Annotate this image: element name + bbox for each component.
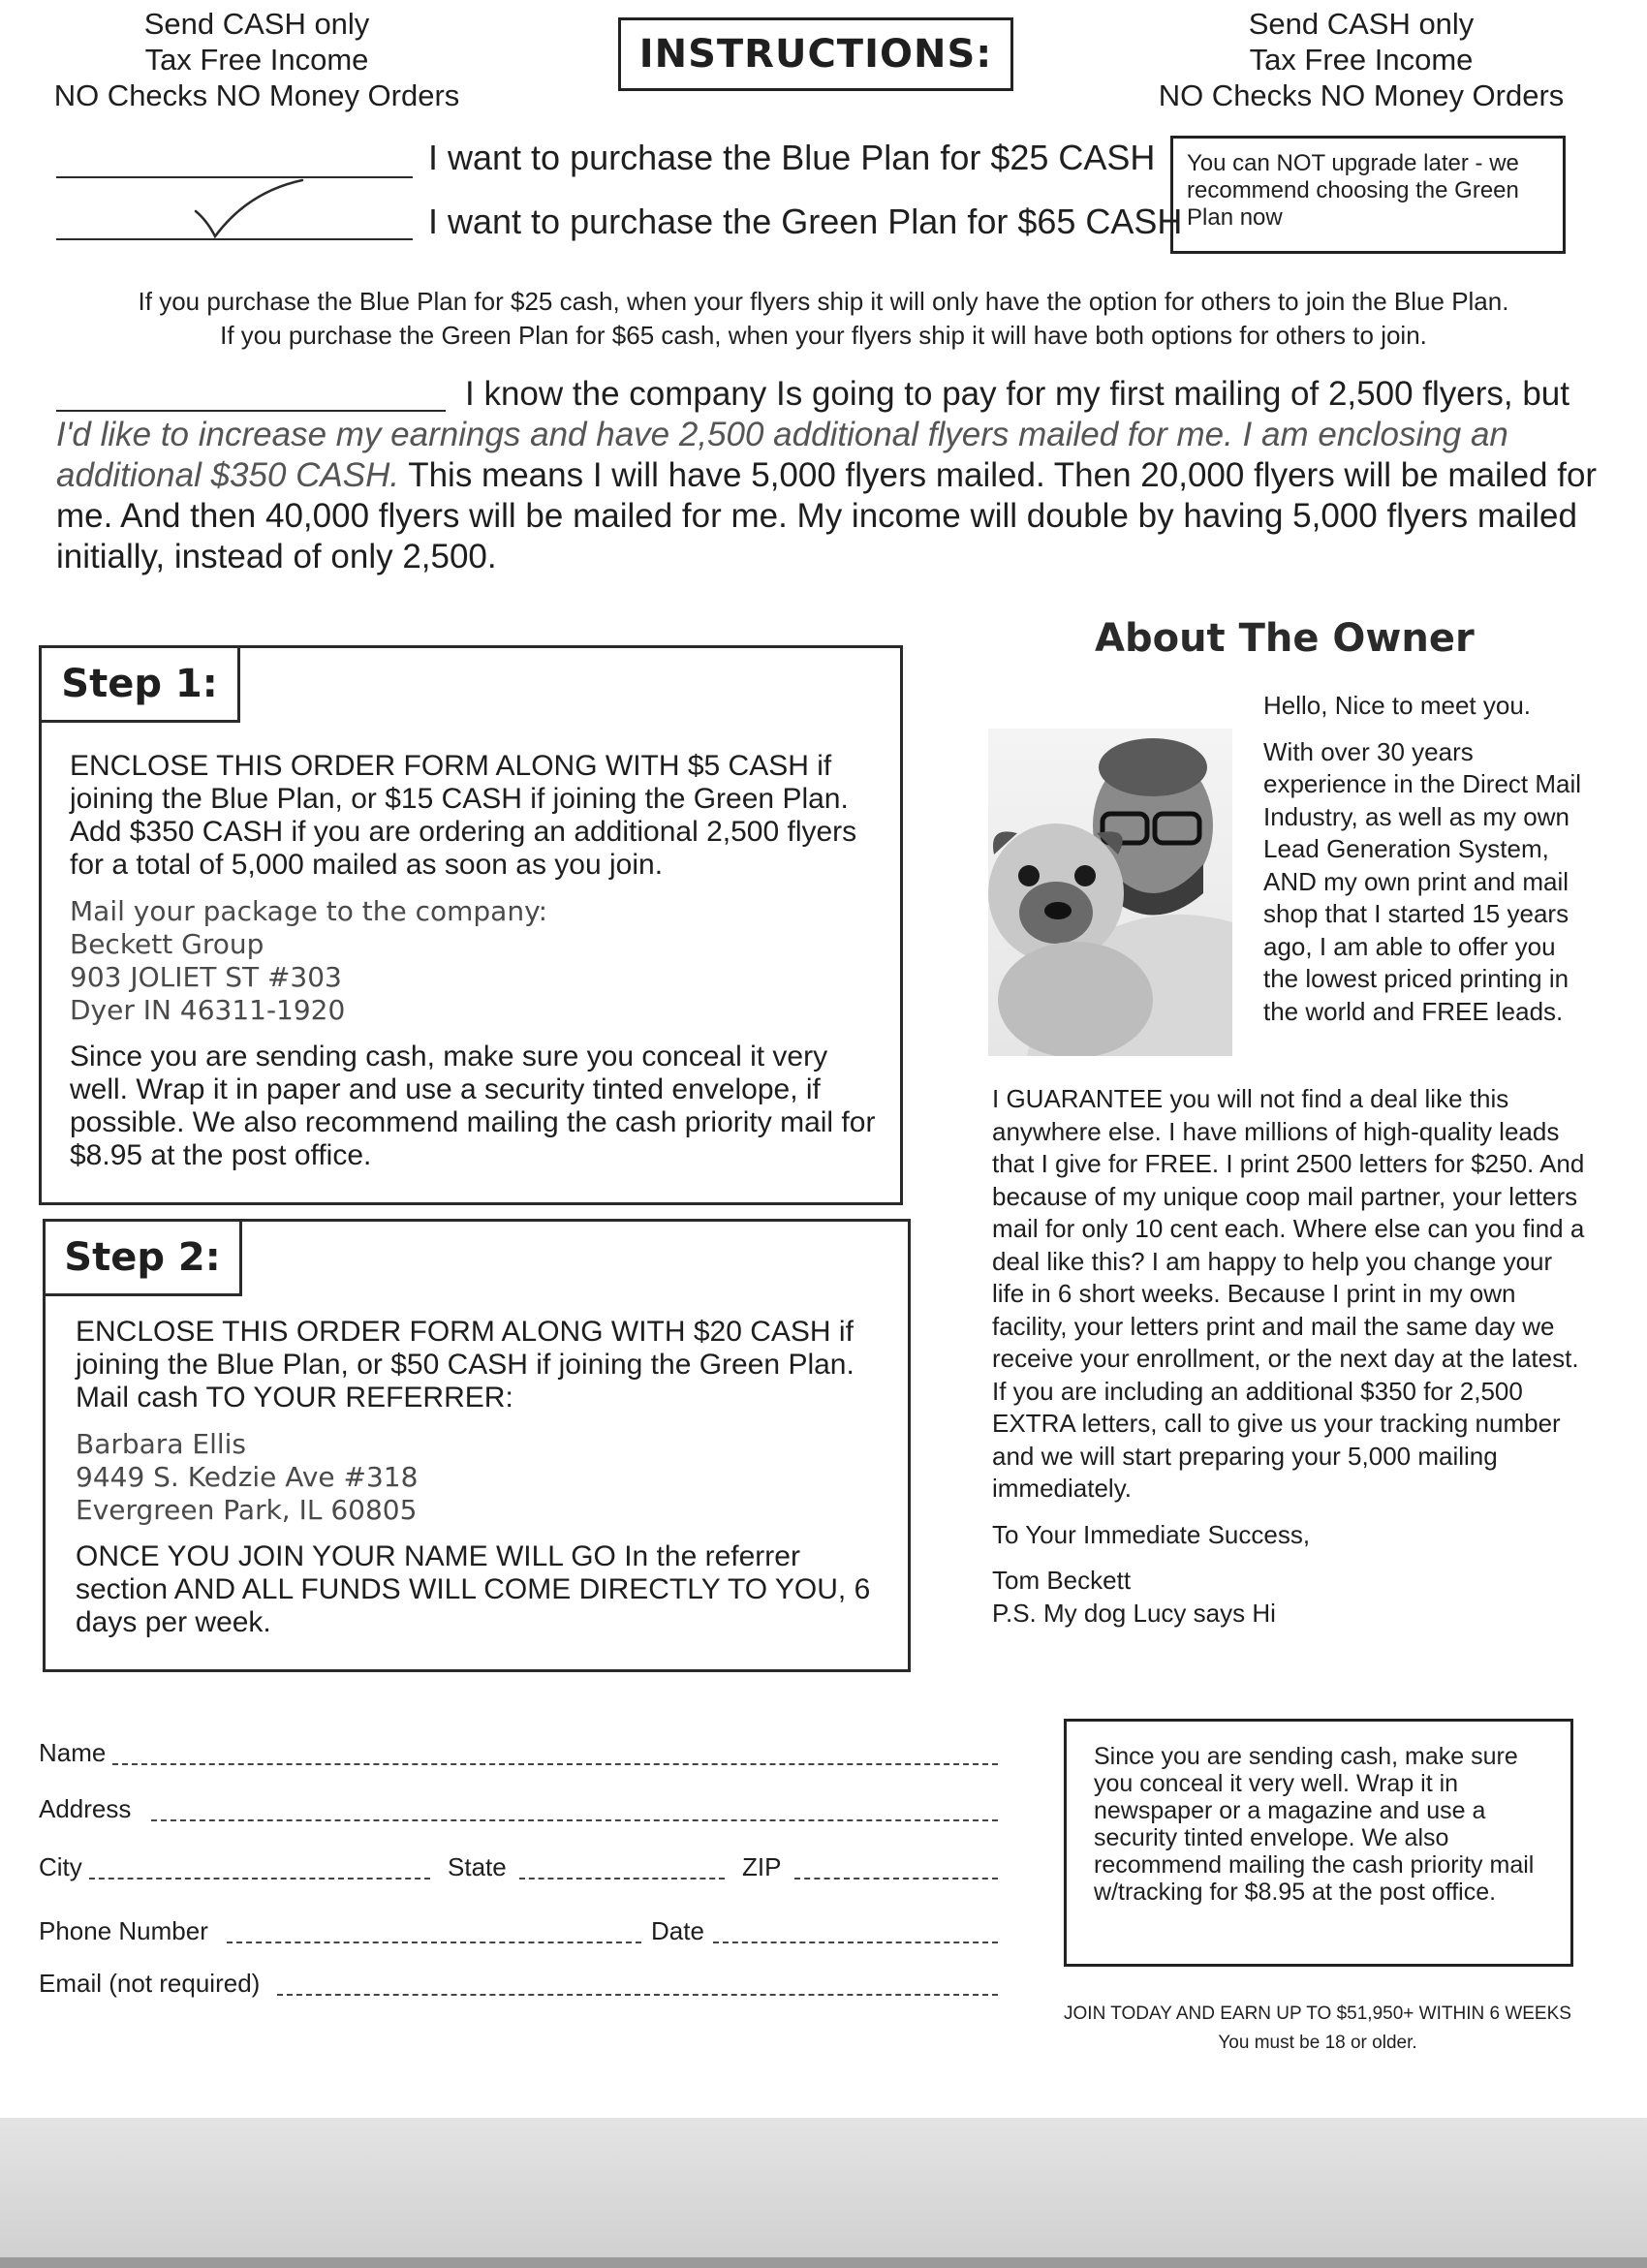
email-field[interactable] [277,1994,998,1996]
step1-content [70,750,884,1186]
name-field[interactable] [112,1763,998,1765]
owner-greeting: Hello, Nice to meet you. [1263,691,1532,720]
name-label: Name [39,1738,107,1767]
header-left-line: Tax Free Income [144,43,369,77]
address-line: Barbara Ellis [76,1428,246,1460]
header-right [1143,6,1579,113]
additional-flyers-paragraph [56,374,1606,577]
additional-text: I know the company Is going to pay for my first mailing of 2,500 flyers, but [465,375,1569,413]
scan-edge [0,2257,1647,2268]
footer [1056,2000,1579,2058]
instructions-title: INSTRUCTIONS: [618,17,1013,91]
address-line: Mail your package to the company: [70,895,548,927]
owner-signature: Tom Beckett [992,1566,1132,1595]
header-left [39,6,475,113]
plan-explanation [39,285,1608,353]
checkmark-icon [190,172,316,242]
company-address [70,895,884,1027]
referrer-address [76,1428,889,1527]
city-field[interactable] [89,1878,430,1880]
address-line: Evergreen Park, IL 60805 [76,1494,418,1526]
owner-photo [988,729,1232,1056]
city-label: City [39,1852,82,1881]
scan-bottom-margin [0,2118,1647,2268]
about-title: About The Owner [1095,616,1475,661]
owner-ps: P.S. My dog Lucy says Hi [992,1598,1276,1628]
phone-label: Phone Number [39,1916,208,1945]
address-line: 903 JOLIET ST #303 [70,961,342,993]
green-plan-option: I want to purchase the Green Plan for $65 CASH [428,202,1183,241]
state-field[interactable] [519,1878,725,1880]
step2-content [76,1316,889,1653]
owner-intro [1263,690,1583,1041]
step2-instructions: ENCLOSE THIS ORDER FORM ALONG WITH $20 CASH if joining the Blue Plan, or $50 CASH if joining the Green Plan. Mail cash TO YOUR REFERRER: [76,1316,855,1414]
owner-with-dog-image [988,729,1232,1056]
header-left-line: Send CASH only [143,7,370,41]
email-label: Email (not required) [39,1969,261,1998]
address-line: Dyer IN 46311-1920 [70,994,346,1026]
address-label: Address [39,1794,132,1823]
address-field[interactable] [151,1819,998,1821]
phone-field[interactable] [227,1942,641,1943]
step2-title: Step 2: [43,1219,242,1296]
owner-experience: With over 30 years experience in the Direct Mail Industry, as well as my own Lead Generation System, AND my own print and mail shop that I started 15 years ago, I am able to offer you the lowest priced printing in the world and FREE leads. [1263,736,1582,1026]
cash-note: Since you are sending cash, make sure you conceal it very well. Wrap it in newspaper or a magazine and use a security tinted envelope. We also recommend mailing the cash priority mail w/tracking for $8.95 at the post office. [1064,1719,1573,1967]
owner-guarantee: I GUARANTEE you will not find a deal like this anywhere else. I have millions of high-quality leads that I give for FREE. I print 2500 letters for $250. And because of my unique coop mail partner, your letters mail for only 10 cent each. Where else can you find a deal like this? I am happy to help you change your life in 6 short weeks. Because I print in my own facility, your letters print and mail the same day we receive your enrollment, or the next day at the latest. If you are including an additional $350 for 2,500 EXTRA letters, call to give us your tracking number and we will start preparing your 5,000 mailing immediately. [992,1084,1585,1503]
blue-plan-option: I want to purchase the Blue Plan for $25 CASH [428,138,1156,177]
step1-instructions: ENCLOSE THIS ORDER FORM ALONG WITH $5 CASH if joining the Blue Plan, or $15 CASH if joining the Green Plan. Add $350 CASH if you are ordering an additional 2,500 flyers for a total of 5,000 mailed as soon as you join. [70,750,857,881]
date-field[interactable] [713,1942,998,1943]
step2-note: ONCE YOU JOIN YOUR NAME WILL GO In the referrer section AND ALL FUNDS WILL COME DIRECTLY TO YOU, 6 days per week. [76,1540,871,1638]
owner-closing: To Your Immediate Success, [992,1519,1311,1549]
explanation-line: If you purchase the Green Plan for $65 cash, when your flyers ship it will have both options for others to join. [220,321,1427,350]
explanation-line: If you purchase the Blue Plan for $25 cash, when your flyers ship it will only have the option for others to join the Blue Plan. [138,287,1509,316]
header-right-line: Send CASH only [1248,7,1475,41]
step1-note: Since you are sending cash, make sure you conceal it very well. Wrap it in paper and use a security tinted envelope, if possible. We also recommend mailing the cash priority mail for $8.95 at the post office. [70,1041,876,1171]
header-left-line: NO Checks NO Money Orders [53,78,460,112]
step1-title: Step 1: [39,645,240,723]
address-line: 9449 S. Kedzie Ave #318 [76,1461,419,1493]
additional-text: This means I will have 5,000 flyers mailed. Then 20,000 flyers will be mailed for me. And then 40,000 flyers will be mailed for me. My income will double by having 5,000 flyers mailed initially, instead of only 2,500. [56,456,1598,575]
owner-letter [992,1083,1585,1630]
zip-label: ZIP [742,1852,782,1881]
upgrade-note: You can NOT upgrade later - we recommend choosing the Green Plan now [1170,136,1566,254]
header-right-line: Tax Free Income [1249,43,1474,77]
state-label: State [448,1852,507,1881]
additional-italic-text: I'd like to increase my earnings and have 2,500 additional flyers mailed for me. I am enclosing an additional $350 CASH. [56,416,1508,494]
address-line: Beckett Group [70,928,264,960]
header-right-line: NO Checks NO Money Orders [1158,78,1565,112]
footer-age-requirement: You must be 18 or older. [1218,2033,1417,2053]
date-label: Date [651,1916,704,1945]
footer-earnings: JOIN TODAY AND EARN UP TO $51,950+ WITHIN 6 WEEKS [1064,2004,1571,2024]
zip-field[interactable] [794,1878,998,1880]
